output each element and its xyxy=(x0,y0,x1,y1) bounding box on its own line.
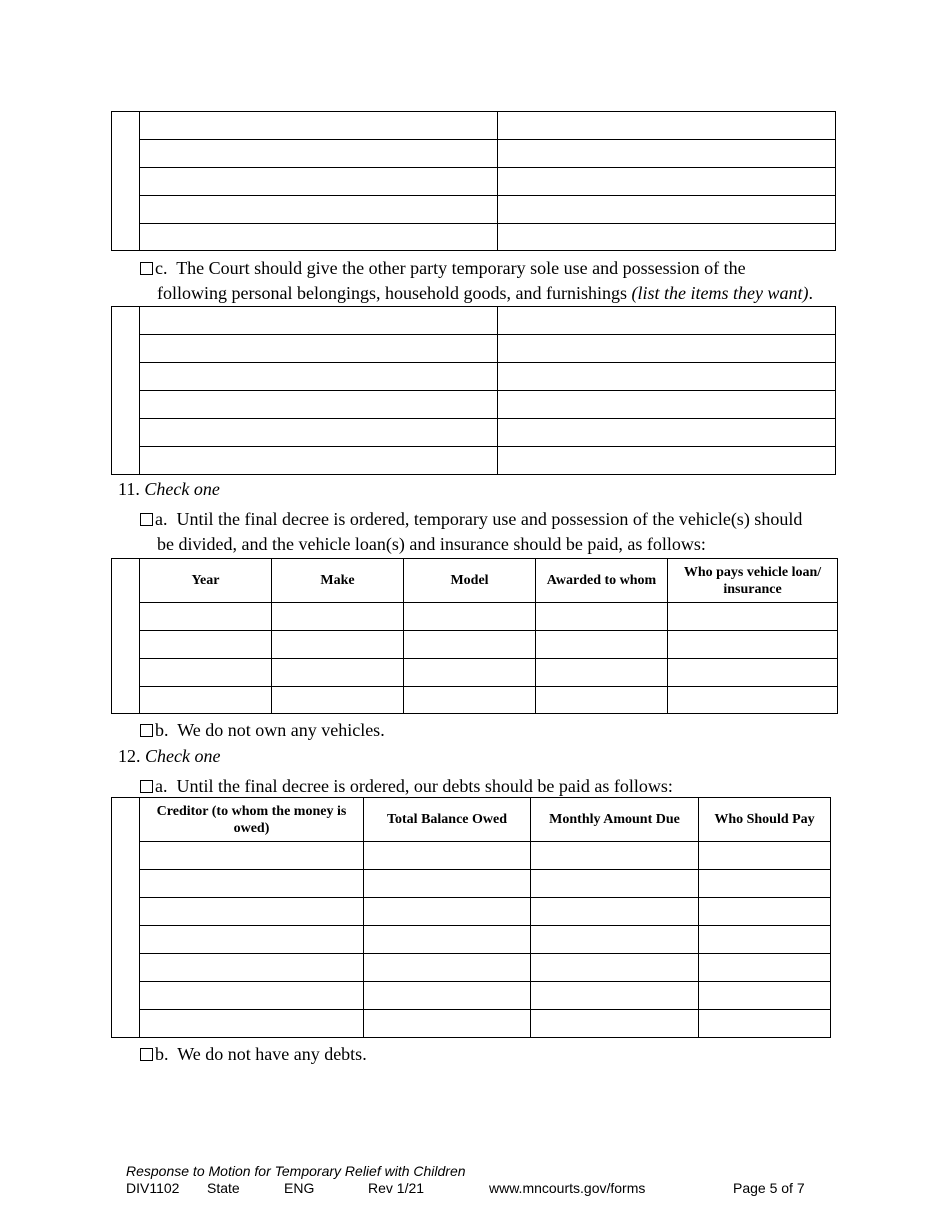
debt-header-creditor: Creditor (to whom the money is owed) xyxy=(156,803,347,836)
option-10c-checkbox[interactable] xyxy=(140,262,153,275)
option-12a xyxy=(140,775,673,797)
footer-title-text: Response to Motion for Temporary Relief with Children xyxy=(126,1163,466,1179)
section-12-number: 12. xyxy=(118,746,141,766)
footer-page-number: Page 5 of 7 xyxy=(733,1180,805,1196)
option-12b-text: We do not have any debts. xyxy=(177,1044,367,1064)
option-11a-line2 xyxy=(157,533,706,555)
debt-header-who-pays: Who Should Pay xyxy=(714,812,815,827)
option-11a-line1 xyxy=(140,508,802,530)
option-11b-checkbox[interactable] xyxy=(140,724,153,737)
footer-jurisdiction: State xyxy=(207,1180,240,1196)
debt-header-total-balance: Total Balance Owed xyxy=(386,812,508,827)
section-12-heading xyxy=(118,745,220,767)
option-12a-checkbox[interactable] xyxy=(140,780,153,793)
option-12b-label: b. xyxy=(155,1044,169,1064)
option-10c-instruction: (list the items they want) xyxy=(631,283,809,303)
section-12-instruction: Check one xyxy=(145,746,221,766)
option-12a-text: Until the final decree is ordered, our debts should be paid as follows: xyxy=(176,776,673,796)
section-11-heading xyxy=(118,478,220,500)
section-11-instruction: Check one xyxy=(144,479,220,499)
option-11a-text-line1: Until the final decree is ordered, temporary use and possession of the vehicle(s) should xyxy=(176,509,803,529)
option-11b xyxy=(140,719,385,741)
section-11-number: 11. xyxy=(118,479,140,499)
vehicle-header-awarded: Awarded to whom xyxy=(546,573,657,588)
option-11b-text: We do not own any vehicles. xyxy=(177,720,385,740)
option-12b-checkbox[interactable] xyxy=(140,1048,153,1061)
option-11a-checkbox[interactable] xyxy=(140,513,153,526)
debt-header-monthly-amount: Monthly Amount Due xyxy=(549,812,680,827)
footer-url[interactable]: www.mncourts.gov/forms xyxy=(489,1180,646,1196)
option-10c-period: . xyxy=(808,283,813,303)
vehicle-header-who-pays: Who pays vehicle loan/ insurance xyxy=(683,564,822,597)
option-11b-label: b. xyxy=(155,720,169,740)
option-10c-text-line1: The Court should give the other party temporary sole use and possession of the xyxy=(176,258,746,278)
option-10c-line2 xyxy=(157,282,813,304)
vehicle-header-make: Make xyxy=(320,573,355,588)
option-10c-label: c. xyxy=(155,258,168,278)
option-12b xyxy=(140,1043,367,1065)
option-10c-text-line2: following personal belongings, household goods, and furnishings xyxy=(157,283,632,303)
footer-title xyxy=(126,1163,466,1179)
option-11a-label: a. xyxy=(155,509,168,529)
option-11a-text-line2: be divided, and the vehicle loan(s) and insurance should be paid, as follows: xyxy=(157,534,706,554)
option-12a-label: a. xyxy=(155,776,168,796)
vehicle-header-year: Year xyxy=(191,573,220,588)
footer-revision: Rev 1/21 xyxy=(368,1180,425,1196)
footer-language: ENG xyxy=(284,1180,315,1196)
vehicle-header-model: Model xyxy=(450,573,489,588)
footer-form-id: DIV1102 xyxy=(126,1180,180,1196)
option-10c-line1 xyxy=(140,257,746,279)
